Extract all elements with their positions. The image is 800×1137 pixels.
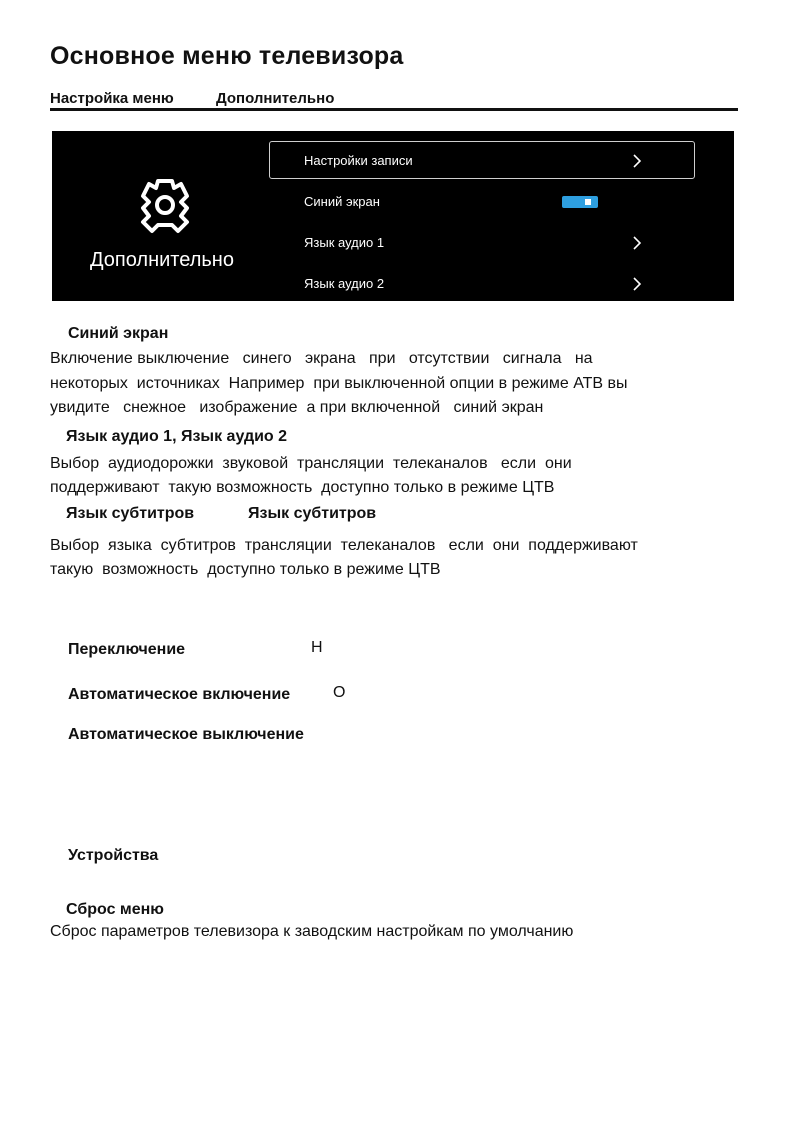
- subtitle-advanced: Дополнительно: [216, 90, 335, 107]
- subtitles-text-2: такую возможность доступно только в режиме ЦТВ: [50, 561, 441, 578]
- reset-text: Сброс параметров телевизора к заводским настройкам по умолчанию: [50, 923, 574, 940]
- devices-heading: Устройства: [68, 847, 159, 864]
- blue-screen-toggle[interactable]: [562, 196, 598, 208]
- menu-item-blue-screen[interactable]: Синий экран: [304, 194, 380, 209]
- blue-screen-text-2: некоторых источниках Например при выключенной опции в режиме АТВ вы: [50, 375, 628, 392]
- section-label: Дополнительно: [90, 249, 234, 271]
- reset-heading: Сброс меню: [66, 901, 164, 918]
- subtitle-menu-settings: Настройка меню: [50, 90, 174, 107]
- chevron-right-icon: [630, 277, 644, 291]
- blue-screen-text-3: увидите снежное изображение а при включенной синий экран: [50, 399, 544, 416]
- audio-language-heading: Язык аудио 1, Язык аудио 2: [66, 428, 288, 445]
- chevron-right-icon: [630, 236, 644, 250]
- menu-item-audio-language-2[interactable]: Язык аудио 2: [304, 276, 385, 291]
- subtitles-heading-secondary: Язык субтитров: [248, 505, 377, 522]
- gear-icon: [134, 175, 196, 237]
- tv-menu-screenshot: [52, 131, 734, 301]
- chevron-right-icon: [630, 154, 644, 168]
- subtitles-text-1: Выбор языка субтитров трансляции телеканалов если они поддерживают: [50, 537, 638, 554]
- title-divider: [50, 108, 738, 111]
- auto-on-value: О: [333, 684, 346, 701]
- audio-language-text-2: поддерживают такую возможность доступно только в режиме ЦТВ: [50, 479, 555, 496]
- menu-item-recording-settings[interactable]: Настройки записи: [304, 153, 413, 168]
- switch-value: Н: [311, 639, 323, 656]
- auto-on-heading: Автоматическое включение: [68, 686, 291, 703]
- audio-language-text-1: Выбор аудиодорожки звуковой трансляции телеканалов если они: [50, 455, 572, 472]
- blue-screen-text-1: Включение выключение синего экрана при отсутствии сигнала на: [50, 350, 593, 367]
- auto-off-heading: Автоматическое выключение: [68, 726, 304, 743]
- blue-screen-heading: Синий экран: [68, 325, 169, 342]
- menu-item-audio-language-1[interactable]: Язык аудио 1: [304, 235, 385, 250]
- page-title: Основное меню телевизора: [50, 42, 404, 70]
- subtitles-heading: Язык субтитров: [66, 505, 195, 522]
- switch-heading: Переключение: [68, 641, 186, 658]
